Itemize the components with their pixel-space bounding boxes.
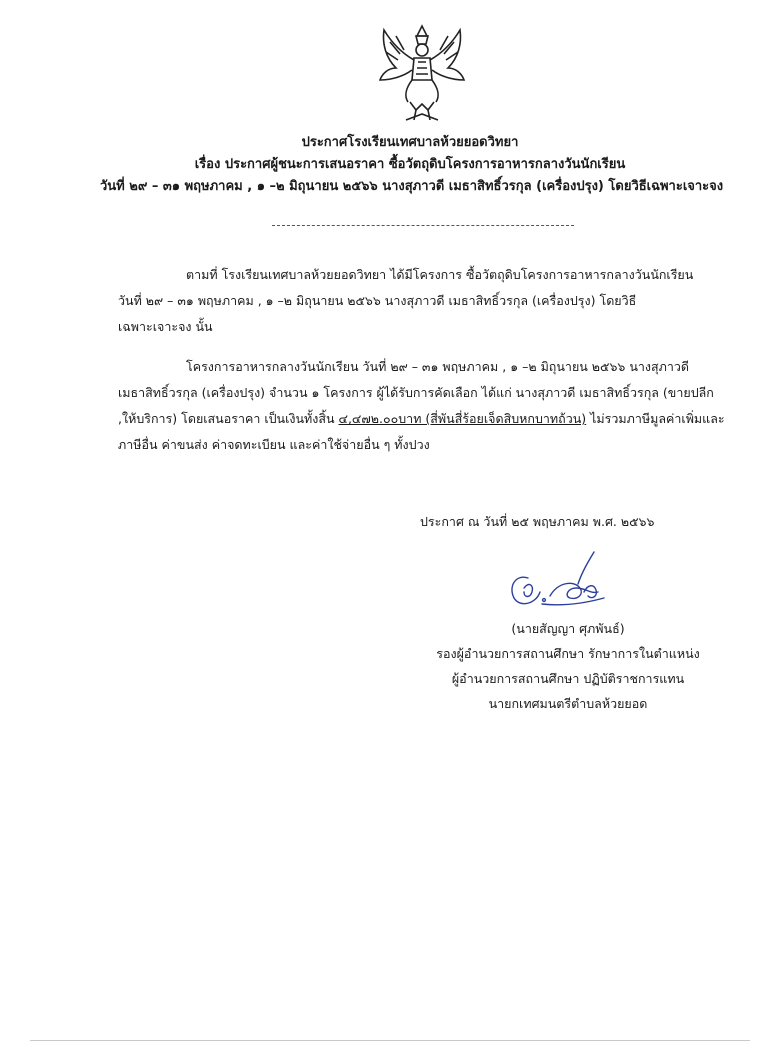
paragraph-2-line-1: โครงการอาหารกลางวันนักเรียน วันที่ ๒๙ – ๓๑ พฤษภาคม , ๑ –๒ มิถุนายน ๒๕๖๖ นางสุภาวดี (186, 359, 690, 374)
paragraph-2-line-3-prefix: ,ให้บริการ) โดยเสนอราคา เป็นเงินทั้งสิ้น (118, 411, 339, 426)
paragraph-2-line-4: ภาษีอื่น ค่าขนส่ง ค่าจดทะเบียน และค่าใช้จ่ายอื่น ๆ ทั้งปวง (118, 437, 430, 452)
award-amount: ๔,๔๗๒.๐๐บาท (สี่พันสี่ร้อยเจ็ดสิบหกบาทถ้วน) (338, 411, 587, 426)
paragraph-1-line-2: วันที่ ๒๙ – ๓๑ พฤษภาคม , ๑ –๒ มิถุนายน ๒๕๖๖ นางสุภาวดี เมธาสิทธิ์วรกุล (เครื่องปรุง) โดยวิธี (118, 293, 637, 308)
paragraph-1-line-3: เฉพาะเจาะจง นั้น (118, 319, 213, 334)
paragraph-2-line-3 (118, 406, 728, 432)
scan-edge-line (30, 1040, 750, 1041)
paragraph-1 (118, 262, 728, 340)
issue-date: ประกาศ ณ วันที่ ๒๕ พฤษภาคม พ.ศ. ๒๕๖๖ (420, 514, 655, 529)
header-org-line: ประกาศโรงเรียนเทศบาลห้วยยอดวิทยา (301, 135, 519, 150)
header-date-line: วันที่ ๒๙ – ๓๑ พฤษภาคม , ๑ –๒ มิถุนายน ๒๕๖๖ นางสุภาวดี เมธาสิทธิ์วรกุล (เครื่องปรุง) โดยวิธีเฉพาะเจาะจง (100, 179, 724, 194)
signature-block (418, 616, 718, 716)
paragraph-2-line-2: เมธาสิทธิ์วรกุล (เครื่องปรุง) จำนวน ๑ โครงการ ผู้ได้รับการคัดเลือก ได้แก่ นางสุภาวดี เมธาสิทธิ์วรกุล (ขายปลีก (118, 385, 714, 400)
signatory-title-3: นายกเทศมนตรีตำบลห้วยยอด (488, 696, 648, 711)
handwritten-signature-icon (498, 548, 618, 610)
signatory-title-1: รองผู้อำนวยการสถานศึกษา รักษาการในตำแหน่ง (436, 646, 700, 661)
signatory-title-2: ผู้อำนวยการสถานศึกษา ปฏิบัติราชการแทน (451, 671, 685, 686)
header-divider (272, 225, 574, 226)
header-subject-line: เรื่อง ประกาศผู้ชนะการเสนอราคา ซื้อวัตถุดิบโครงการอาหารกลางวันนักเรียน (194, 157, 626, 172)
paragraph-2-line-3-suffix: ไม่รวมภาษีมูลค่าเพิ่มและ (586, 411, 725, 426)
garuda-emblem-icon (370, 22, 474, 126)
signatory-name: (นายสัญญา ศุภพันธ์) (511, 621, 625, 636)
paragraph-1-line-1: ตามที่ โรงเรียนเทศบาลห้วยยอดวิทยา ได้มีโครงการ ซื้อวัตถุดิบโครงการอาหารกลางวันนักเรียน (186, 267, 694, 282)
document-header (100, 132, 724, 198)
paragraph-2 (118, 354, 728, 458)
